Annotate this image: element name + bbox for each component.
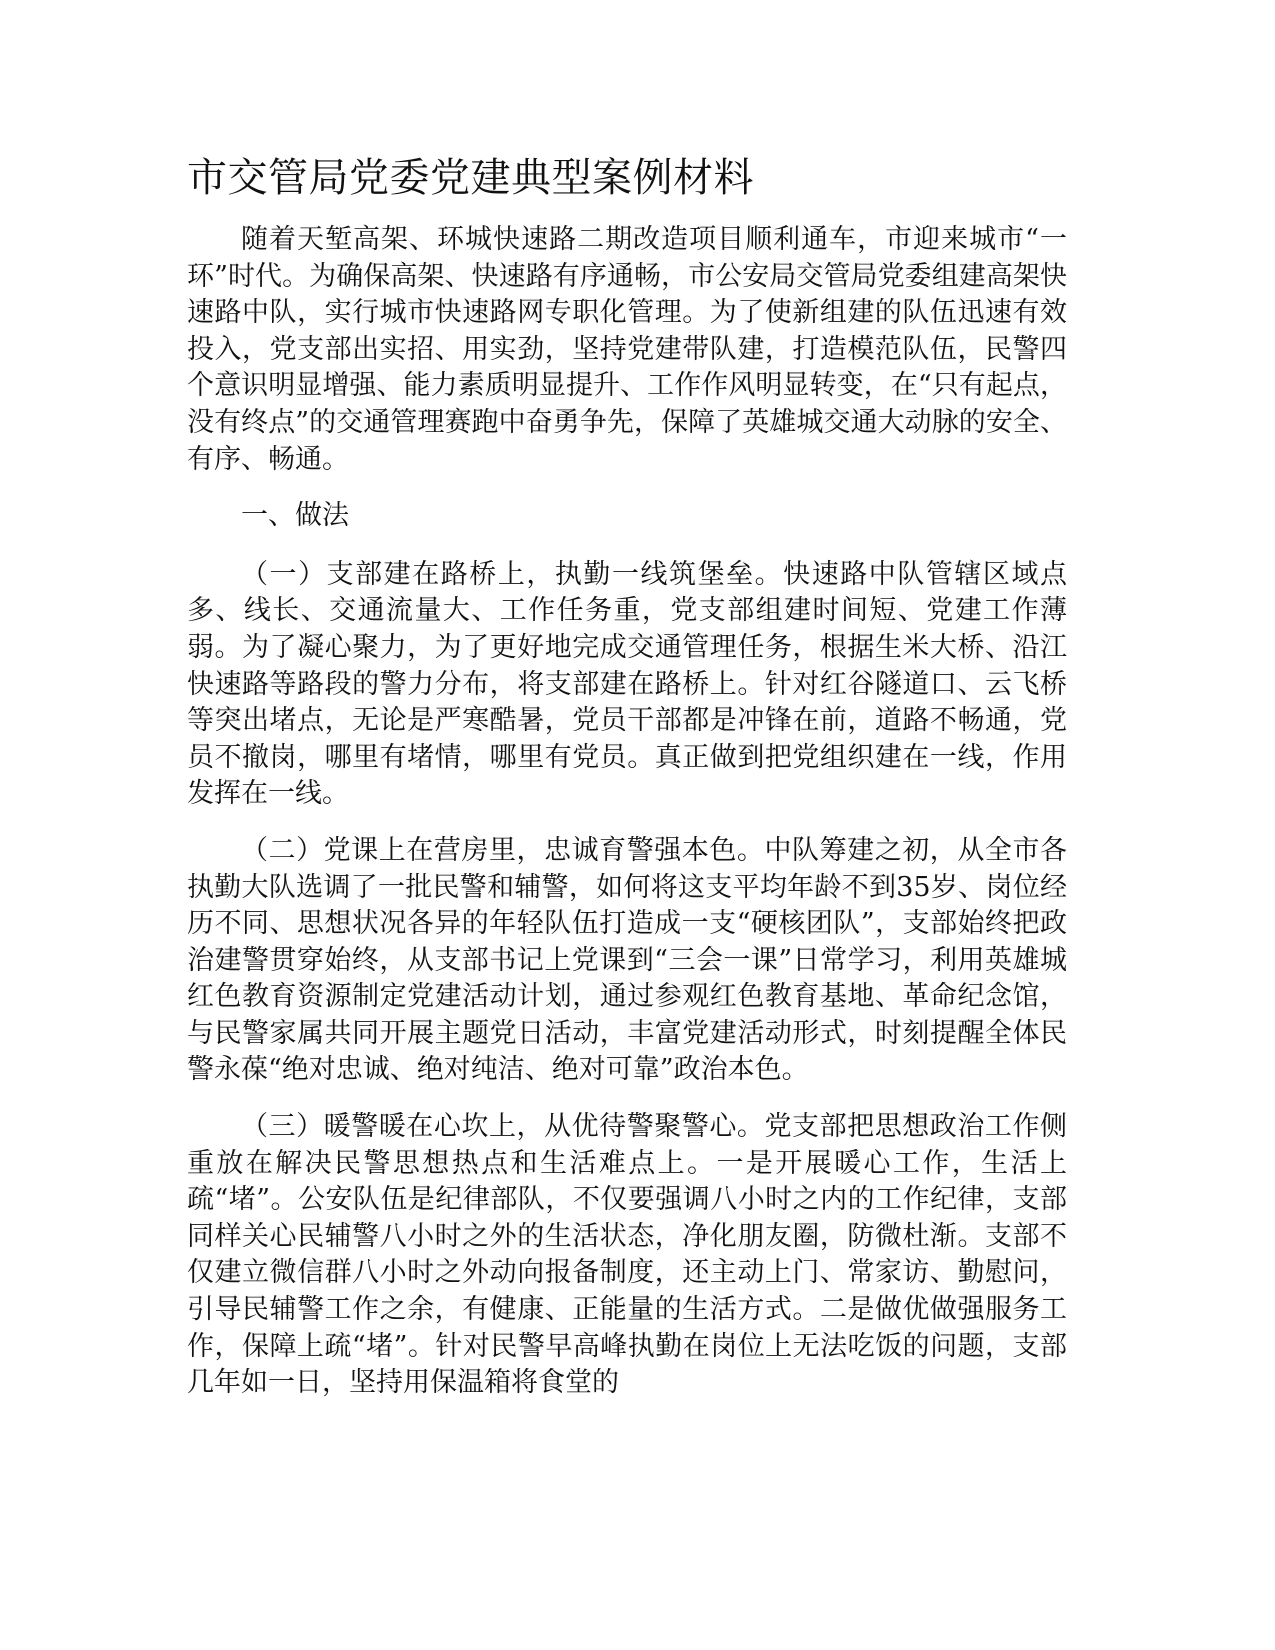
- document-body: [187, 222, 1067, 1422]
- paragraph-method-3: （三）暖警暖在心坎上，从优待警聚警心。党支部把思想政治工作侧重放在解决民警思想热点和生活难点上。一是开展暖心工作，生活上疏“堵”。公安队伍是纪律部队，不仅要强调八小时之内的工作纪律，支部同样关心民辅警八小时之外的生活状态，净化朋友圈，防微杜渐。支部不仅建立微信群八小时之外动向报备制度，还主动上门、常家访、勤慰问，引导民辅警工作之余，有健康、正能量的生活方式。二是做优做强服务工作，保障上疏“堵”。针对民警早高峰执勤在岗位上无法吃饭的问题，支部几年如一日，坚持用保温箱将食堂的: [187, 1111, 1067, 1399]
- paragraph-intro: 随着天堑高架、环城快速路二期改造项目顺利通车，市迎来城市“一环”时代。为确保高架、快速路有序通畅，市公安局交管局党委组建高架快速路中队，实行城市快速路网专职化管理。为了使新组建的队伍迅速有效投入，党支部出实招、用实劲，坚持党建带队建，打造模范队伍，民警四个意识明显增强、能力素质明显提升、工作作风明显转变，在“只有起点，没有终点”的交通管理赛跑中奋勇争先，保障了英雄城交通大动脉的安全、有序、畅通。: [187, 224, 1067, 475]
- section-heading-methods: 一、做法: [241, 500, 349, 532]
- document-title: 市交管局党委党建典型案例材料: [187, 155, 754, 201]
- paragraph-method-2: （二）党课上在营房里，忠诚育警强本色。中队筹建之初，从全市各执勤大队选调了一批民警和辅警，如何将这支平均年龄不到35岁、岗位经历不同、思想状况各异的年轻队伍打造成一支“硬核团队”，支部始终把政治建警贯穿始终，从支部书记上党课到“三会一课”日常学习，利用英雄城红色教育资源制定党建活动计划，通过参观红色教育基地、革命纪念馆，与民警家属共同开展主题党日活动，丰富党建活动形式，时刻提醒全体民警永葆“绝对忠诚、绝对纯洁、绝对可靠”政治本色。: [187, 834, 1067, 1086]
- paragraph-method-1: （一）支部建在路桥上，执勤一线筑堡垒。快速路中队管辖区域点多、线长、交通流量大、工作任务重，党支部组建时间短、党建工作薄弱。为了凝心聚力，为了更好地完成交通管理任务，根据生米大桥、沿江快速路等路段的警力分布，将支部建在路桥上。针对红谷隧道口、云飞桥等突出堵点，无论是严寒酷暑，党员干部都是冲锋在前，道路不畅通，党员不撤岗，哪里有堵情，哪里有党员。真正做到把党组织建在一线，作用发挥在一线。: [187, 558, 1067, 810]
